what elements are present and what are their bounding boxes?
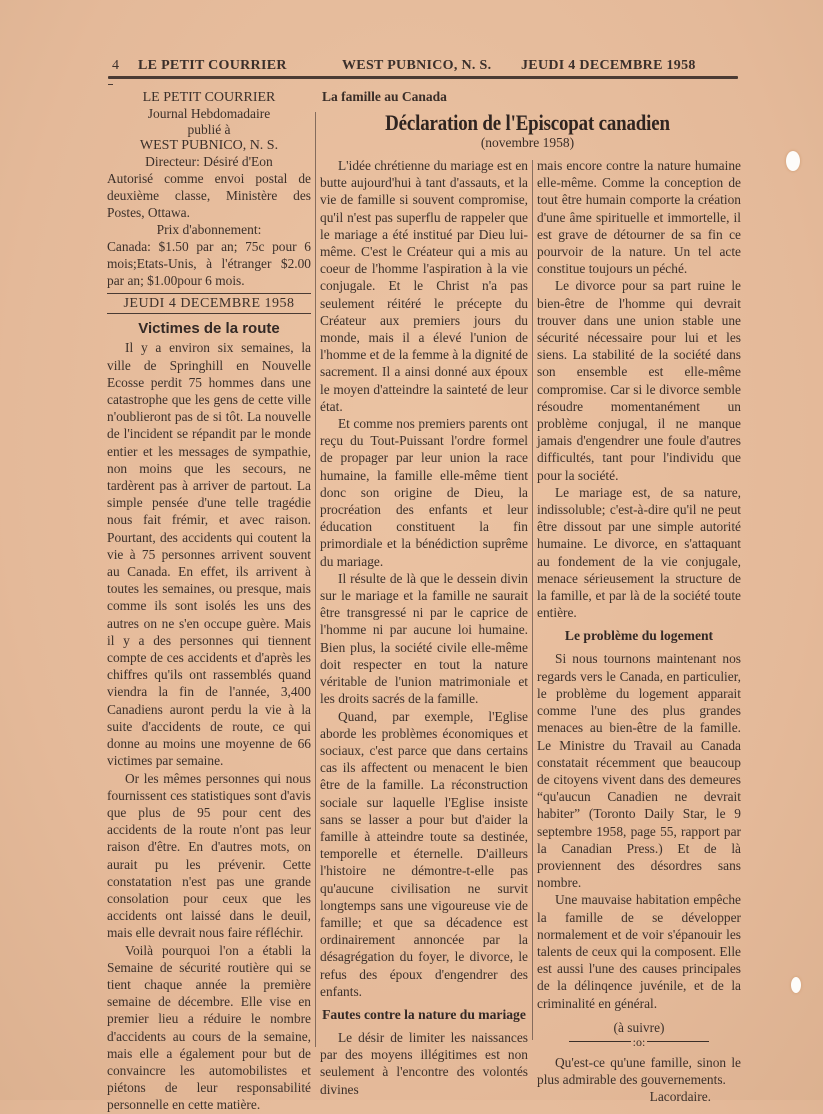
page-header xyxy=(108,58,736,76)
editorial-rule xyxy=(107,293,311,294)
publication-place: WEST PUBNICO, N. S. xyxy=(342,58,492,73)
header-rule xyxy=(108,76,738,79)
article-paragraph: Le divorce pour sa part ruine le bien-être de l'homme qui devrait trouver dans une union stable une sécurité nécessaire pour lui et les siens. La stabilité de la société dans son ensemble est elle-même compromise. Car si le divorce semble résoudre momentanément un problème conjugal, il ne manque jamais d'engendrer une foule d'autres difficultés, tant pour l'individu que pour la société. xyxy=(537,278,741,483)
separator-line xyxy=(569,1041,631,1042)
column-divider-right xyxy=(532,160,533,1040)
issue-date: JEUDI 4 DECEMBRE 1958 xyxy=(521,58,696,73)
article-paragraph: Et comme nos premiers parents ont reçu du Tout-Puissant l'ordre formel de propager par leur union la race humaine, la famille elle-même tient donc son origine de Dieu, la procréation des enfants et leur éducation constituent la fin primordiale et la bénédiction suprême du mariage. xyxy=(320,416,528,569)
section-subhead: Fautes contre la nature du mariage xyxy=(322,1006,526,1022)
punch-hole xyxy=(786,151,800,171)
editorial-date: JEUDI 4 DECEMBRE 1958 xyxy=(123,296,295,312)
article-paragraph: Le mariage est, de sa nature, indissoluble; c'est-à-dire qu'il ne peut être dissout par une simple autorité humaine. Le divorce, en s'attaquant au fondement de la vie conjugale, menace sérieusement la structure de la famille, et par là de la société toute entière. xyxy=(537,484,741,621)
editorial-line: publié à xyxy=(187,122,231,137)
editorial-line: Directeur: Désiré d'Eon xyxy=(145,154,273,169)
editorial-box xyxy=(107,90,311,314)
article-kicker: La famille au Canada xyxy=(322,89,447,104)
article-paragraph: Il y a environ six semaines, la ville de Springhill en Nouvelle Ecosse perdit 75 hommes dans une catastrophe que les gens de cette ville n'oublieront pas de si tôt. La nouvelle de l'incident se répandit par le monde entier et les messages de sympathie, non moins que les secours, ne tardèrent pas à arriver de partout. La simple pensée d'une telle tragédie nous fait frémir, et avec raison. Pourtant, des accidents qui coutent la vie à 75 personnes arrivent souvent au Canada. En effet, ils arrivent à toutes les semaines, ou presque, mais comme ils sont isolés les uns des autres on ne s'en occupe guère. Mais il y a des personnes qui tiennent compte de ces accidents et d'après les chiffres qu'ils ont rassemblés quand viendra la fin de l'année, 3,400 Canadiens auront perdu la vie à la suite d'accidents de route, ce qui donne au moins une moyenne de 66 victimes par semaine. xyxy=(107,340,311,769)
article-headline: Victimes de la route xyxy=(138,320,280,338)
article-paragraph: Le désir de limiter les naissances par des moyens illégitimes est non seulement à l'encontre des volontés divines xyxy=(320,1029,528,1097)
separator-mark: :o: xyxy=(632,1034,646,1049)
article-paragraph: Si nous tournons maintenant nos regards vers le Canada, en particulier, le problème du logement apparait comme l'une des plus grandes menaces au bien-être de la famille. Le Ministre du Travail au Canada constatait récemment que beaucoup de citoyens vivent dans des demeures “qu'aucun Canadien ne devrait habiter” (Toronto Daily Star, le 9 septembre 1958, page 55, rapport par la Canadian Press.) Et de là proviennent des désordres sans nombre. xyxy=(537,651,741,891)
paper-name: LE PETIT COURRIER xyxy=(138,58,287,73)
quote-author: Lacordaire. xyxy=(649,1089,711,1105)
main-dateline: (novembre 1958) xyxy=(480,135,575,150)
article-paragraph: Quand, par exemple, l'Eglise aborde les problèmes économiques et sociaux, c'est parce que dans certains cas ils affectent ou menacent le bien être de la famille. La réconstruction sociale sur laquelle l'Eglise insiste sans se lasser a pour but d'aider la famille à atteindre toute sa destinée, temporelle et éternelle. D'ailleurs l'histoire ne démontre-t-elle pas qu'aucune civilisation ne survit longtemps sans une vigoureuse vie de famille; et que sa décadence est ordinairement annoncée par la désagrégation du foyer, le divorce, le refus des époux d'engendrer des enfants. xyxy=(320,708,528,999)
middle-column xyxy=(320,157,528,1098)
article-paragraph: Il résulte de là que le dessein divin sur le mariage et la famille ne saurait être transgressé ni par le caprice de l'homme ni par aucune loi humaine. Bien plus, la société civile elle-même doit respecter en tout la nature véritable de l'union matrimoniale et les droits sacrés de la famille. xyxy=(320,570,528,707)
editorial-rule xyxy=(107,313,311,314)
quote-text: Qu'est-ce qu'une famille, sinon le plus admirable des gouvernements. xyxy=(537,1054,741,1088)
main-headline: Déclaration de l'Episcopat canadien xyxy=(385,110,670,135)
column-divider-left xyxy=(315,112,316,1047)
separator-line xyxy=(647,1041,709,1042)
article-paragraph: L'idée chrétienne du mariage est en butte aujourd'hui à tant d'assauts, et la vie de famille si souvent compromise, qu'il n'est pas superflu de rappeler que le mariage a été institué par Dieu lui-même. C'est le Créateur qui a mis au coeur de l'homme l'aspiration à la vie conjugale. Et le Christ n'a pas seulement réitéré le précepte du Créateur aux premiers jours du monde, mais il a élevé l'union de l'homme et de la femme à la dignité de sacrement. Il a ainsi donné aux époux le moyen d'atteindre la sainteté de leur état. xyxy=(320,158,528,414)
section-subhead: Le problème du logement xyxy=(564,628,714,644)
page-number: 4 xyxy=(112,58,120,73)
article-paragraph: Or les mêmes personnes qui nous fournissent ces statistiques sont d'avis que plus de 95 pour cent des accidents de la route n'ont pas leur raison d'être. En d'autres mots, on aurait pu les prévenir. Cette constatation n'est pas une grande consolation pour ceux que les accidents ont laissé dans le deuil, mais elle devrait nous faire réfléchir. xyxy=(107,770,311,941)
editorial-title: LE PETIT COURRIER xyxy=(142,90,276,105)
header-rule-mark xyxy=(108,84,113,85)
subscription-text: Canada: $1.50 par an; 75c pour 6 mois;Etats-Unis, à l'étranger $2.00 par an; $1.00pour 6 mois. xyxy=(107,238,311,289)
article-paragraph: mais encore contre la nature humaine elle-même. Comme la conception de tout être humain comporte la création d'une âme spirituelle et immortelle, il est grave de détourner de sa fin ce pourvoir de la nature. Un tel acte constitue toujours un péché. xyxy=(537,158,741,277)
punch-hole xyxy=(791,977,801,993)
article-paragraph: Une mauvaise habitation empêche la famille de se développer normalement et de voir s'épanouir les talents de ceux qui la composent. Elle est aussi l'une des causes principales de la délinqence juvénile, et de la criminalité en général. xyxy=(537,892,741,1011)
editorial-line: Journal Hebdomadaire xyxy=(147,106,271,121)
continued-note: (à suivre) xyxy=(613,1019,665,1035)
postal-note: Autorisé comme envoi postal de deuxième classe, Ministère des Postes, Ottawa. xyxy=(107,171,311,221)
editorial-line: WEST PUBNICO, N. S. xyxy=(139,138,279,153)
left-column xyxy=(107,90,311,1114)
article-paragraph: Voilà pourquoi l'on a établi la Semaine de sécurité routière qui se tient chaque année la première semaine de décembre. Elle vise en premier lieu a réduire le nombre d'accidents au cours de la semaine, mais elle a également pour but de convaincre les automobilistes et piétons de leur responsabilité personnelle en cette matière. xyxy=(107,942,311,1113)
right-column xyxy=(537,157,741,1106)
section-separator xyxy=(537,1036,741,1048)
subscription-heading: Prix d'abonnement: xyxy=(156,221,262,237)
